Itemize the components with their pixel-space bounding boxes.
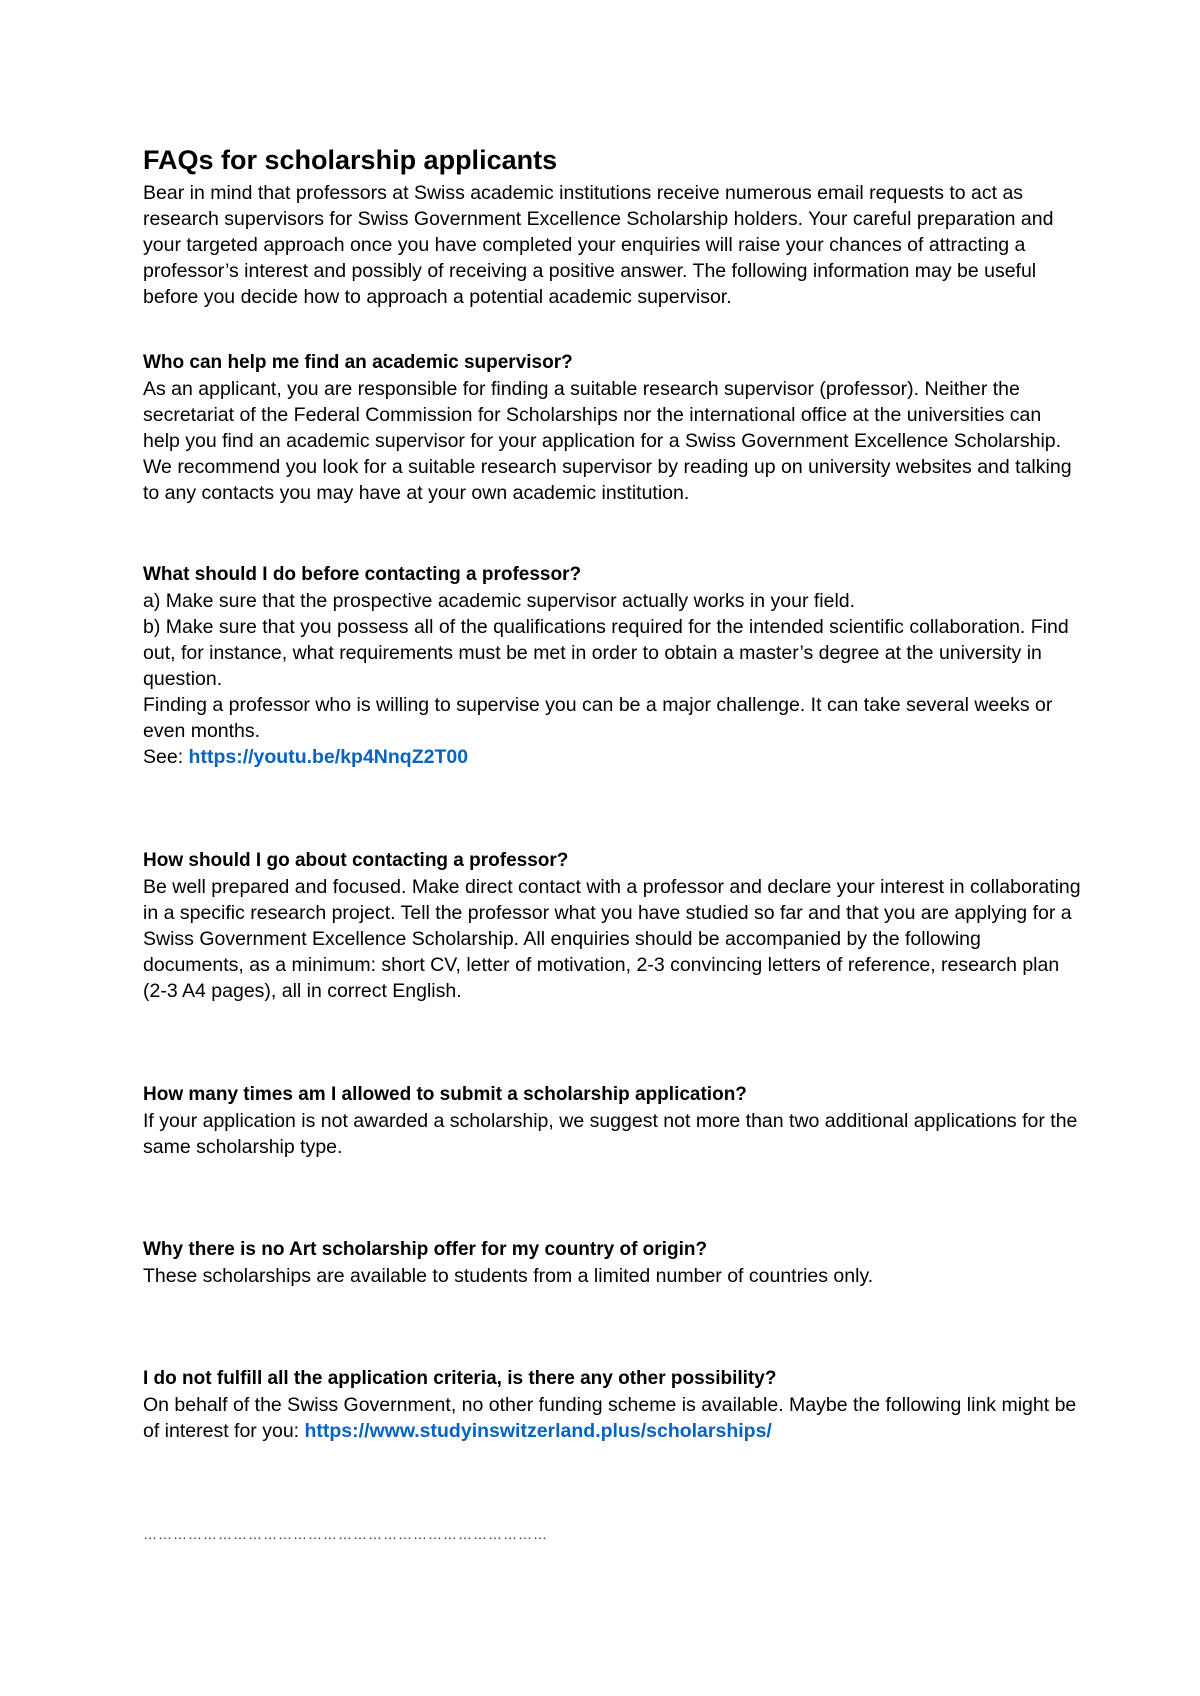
- faq-answer: [143, 1392, 1083, 1444]
- faq-question: Who can help me find an academic supervisor?: [143, 352, 573, 373]
- faq-answer: If your application is not awarded a scholarship, we suggest not more than two additional applications for the same scholarship type.: [143, 1110, 1078, 1158]
- faq-supervisor: [143, 350, 1083, 506]
- faq-question: How should I go about contacting a professor?: [143, 850, 569, 871]
- intro-section: [143, 140, 1083, 310]
- faq-how-contact: [143, 848, 1083, 1004]
- faq-answer: Be well prepared and focused. Make direct contact with a professor and declare your interest in collaborating in a specific research project. Tell the professor what you have studied so far and that you are applying for a Swiss Government Excellence Scholarship. All enquiries should be accompanied by the following documents, as a minimum: short CV, letter of motivation, 2-3 convincing letters of reference, research plan (2-3 A4 pages), all in correct English.: [143, 876, 1081, 1002]
- faq-question: I do not fulfill all the application criteria, is there any other possibility?: [143, 1368, 777, 1389]
- dotted-line: ………………………………………………………………………: [143, 1526, 548, 1542]
- faq-how-many-times: [143, 1082, 1083, 1160]
- faq-question: How many times am I allowed to submit a scholarship application?: [143, 1084, 747, 1105]
- faq-question: Why there is no Art scholarship offer for my country of origin?: [143, 1239, 708, 1260]
- faq-art-scholarship: [143, 1237, 1083, 1289]
- footer-separator: [143, 1520, 1083, 1547]
- faq-question: What should I do before contacting a professor?: [143, 564, 582, 585]
- faq-other-possibility: [143, 1366, 1083, 1444]
- intro-paragraph: Bear in mind that professors at Swiss academic institutions receive numerous email requests to act as research supervisors for Swiss Government Excellence Scholarship holders. Your careful preparation and your targeted approach once you have completed your enquiries will raise your chances of attracting a professor’s interest and possibly of receiving a positive answer. The following information may be useful before you decide how to approach a potential academic supervisor.: [143, 182, 1054, 308]
- faq-answer-text: On behalf of the Swiss Government, no other funding scheme is available. Maybe the following link might be of interest for you:: [143, 1394, 1077, 1442]
- faq-answer-a: a) Make sure that the prospective academic supervisor actually works in your field.: [143, 590, 856, 612]
- faq-before-contact: [143, 562, 1083, 770]
- faq-answer-b: b) Make sure that you possess all of the qualifications required for the intended scientific collaboration. Find out, for instance, what requirements must be met in order to obtain a master’s degree at the university in question.: [143, 616, 1069, 690]
- studyinswitzerland-link[interactable]: https://www.studyinswitzerland.plus/scholarships/: [304, 1420, 772, 1442]
- faq-answer-c: Finding a professor who is willing to supervise you can be a major challenge. It can take several weeks or even months.: [143, 694, 1053, 742]
- see-line: [143, 744, 1083, 770]
- youtube-link[interactable]: https://youtu.be/kp4NnqZ2T00: [188, 746, 469, 768]
- faq-answer: As an applicant, you are responsible for finding a suitable research supervisor (professor). Neither the secretariat of the Federal Commission for Scholarships nor the international office at the universities can help you find an academic supervisor for your application for a Swiss Government Excellence Scholarship. We recommend you look for a suitable research supervisor by reading up on university websites and talking to any contacts you may have at your own academic institution.: [143, 378, 1072, 504]
- see-label: See:: [143, 746, 189, 768]
- page-title: FAQs for scholarship applicants: [143, 145, 558, 175]
- faq-answer: These scholarships are available to students from a limited number of countries only.: [143, 1265, 874, 1287]
